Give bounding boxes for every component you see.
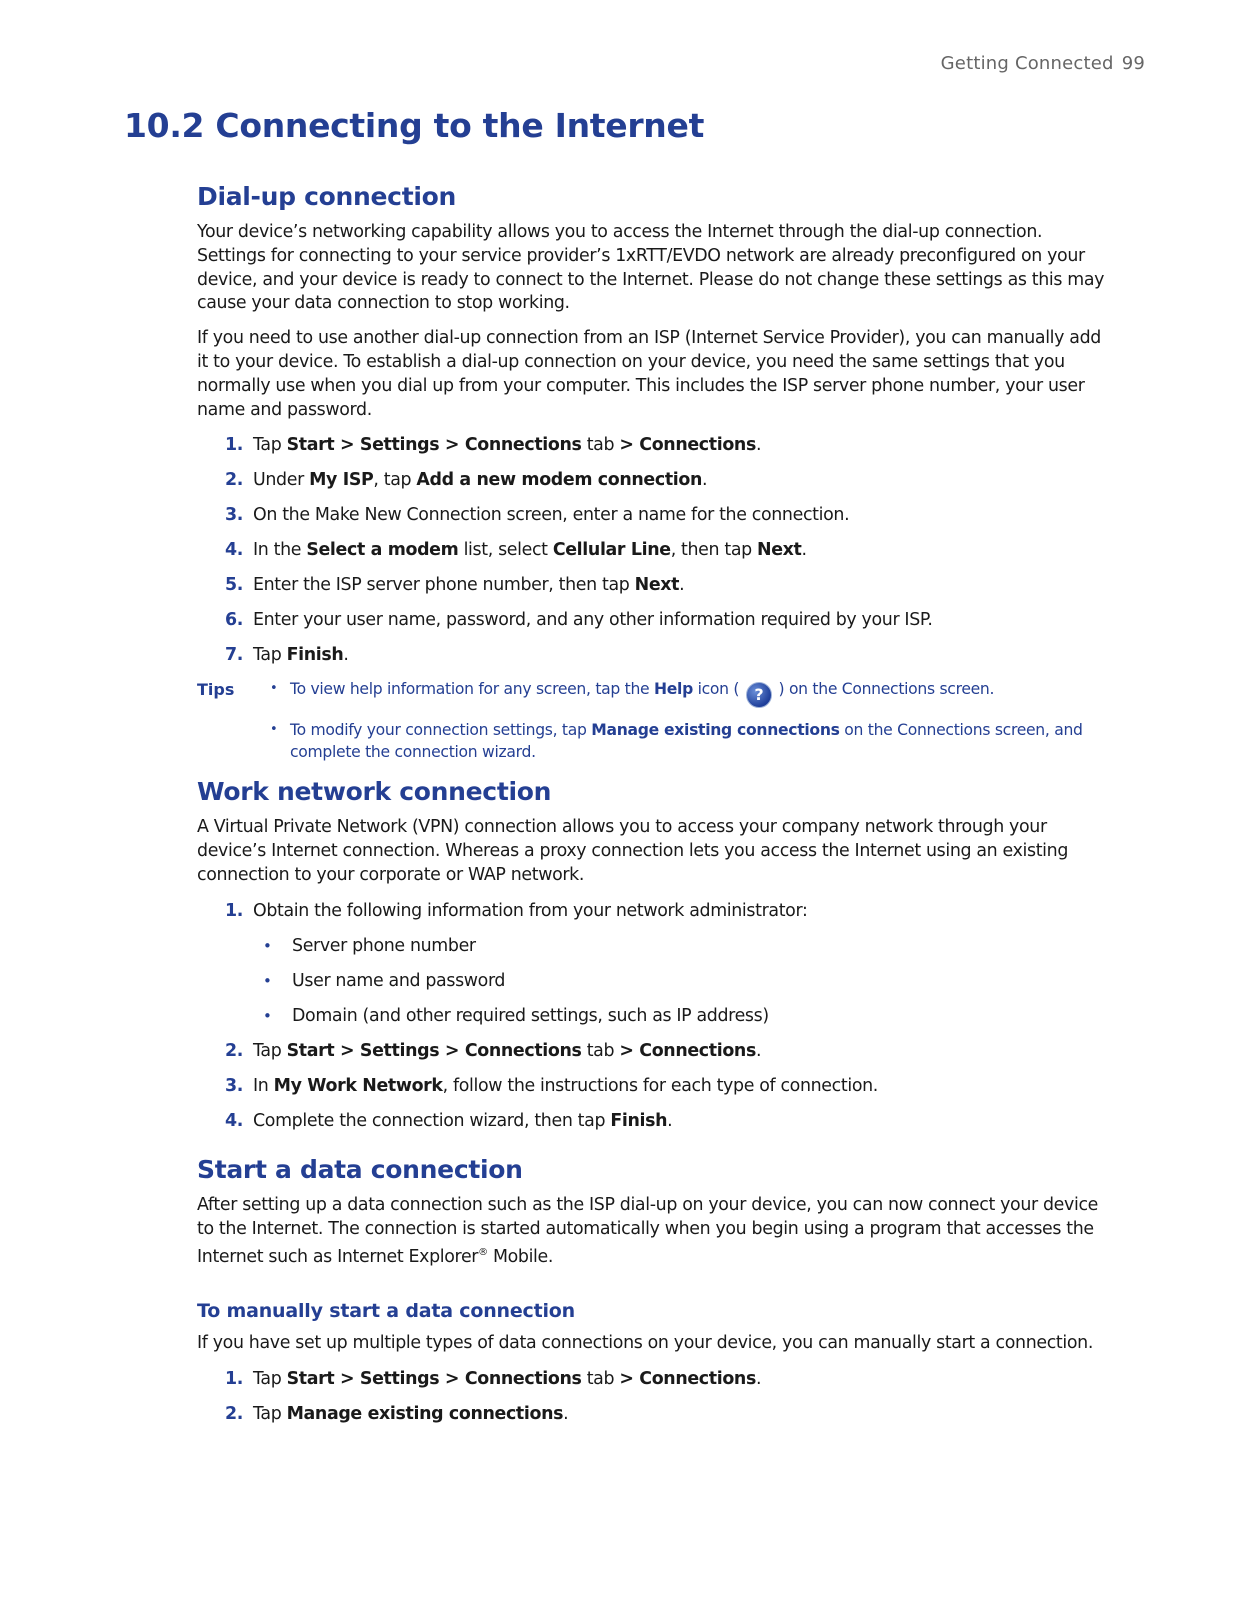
step-number: 3. (225, 1075, 244, 1096)
work-info-list (197, 934, 1112, 1028)
step-number: 1. (225, 1368, 244, 1389)
dialup-step: 6. Enter your user name, password, and any other information required by your ISP. (225, 610, 933, 631)
tip-item: • To modify your connection settings, tap Manage existing connections on the Connections screen, and complete the connection wizard. (270, 721, 1083, 762)
step-number: 1. (225, 435, 244, 456)
dialup-step: 1. Tap Start > Settings > Connections tab > Connections. (225, 435, 762, 456)
work-step: 2. Tap Start > Settings > Connections tab > Connections. (225, 1040, 762, 1061)
heading-dialup: Dial-up connection (197, 182, 456, 211)
tips-label: Tips (197, 680, 235, 700)
tips-block (197, 678, 1112, 763)
dialup-step: 2. Under My ISP, tap Add a new modem connection. (225, 470, 708, 491)
step-number: 2. (225, 470, 244, 491)
start-steps (197, 1367, 1112, 1426)
bullet-icon: • (263, 971, 272, 990)
work-steps-continued (197, 1039, 1112, 1133)
dialup-step: 7. Tap Finish. (225, 645, 349, 666)
work-steps (197, 899, 1112, 923)
step-number: 7. (225, 645, 244, 666)
heading-work-network: Work network connection (197, 777, 552, 807)
work-step: 4. Complete the connection wizard, then tap Finish. (225, 1110, 673, 1131)
start-step: 2. Tap Manage existing connections. (225, 1403, 569, 1424)
page-number: 99 (1121, 53, 1145, 74)
running-header-title: Getting Connected (940, 53, 1114, 74)
start-paragraph-2: If you have set up multiple types of data connections on your device, you can manually start a connection. (197, 1332, 1094, 1353)
start-paragraph-1: After setting up a data connection such as the ISP dial-up on your device, you can now connect your device to the Internet. The connection is started automatically when you begin using a program that accesses the Internet such as Internet Explorer® Mobile. (197, 1194, 1099, 1268)
bullet-icon: • (270, 681, 278, 697)
step-number: 6. (225, 610, 244, 631)
bullet-icon: • (263, 1006, 272, 1025)
step-number: 5. (225, 575, 244, 596)
help-question-icon: ? (746, 682, 772, 708)
step-number: 3. (225, 505, 244, 526)
dialup-paragraph-2: If you need to use another dial-up connection from an ISP (Internet Service Provider), you can manually add it to your device. To establish a dial-up connection on your device, you need the same settings that you normally use when you dial up from your computer. This includes the ISP server phone number, your user name and password. (197, 328, 1101, 420)
work-step: 3. In My Work Network, follow the instructions for each type of connection. (225, 1075, 878, 1096)
list-item: • Server phone number (263, 935, 476, 956)
chapter-title: 10.2 Connecting to the Internet (124, 106, 705, 145)
step-number: 4. (225, 540, 244, 561)
work-step: 1. Obtain the following information from your network administrator: (225, 900, 808, 921)
dialup-step: 5. Enter the ISP server phone number, then tap Next. (225, 575, 685, 596)
dialup-step: 3. On the Make New Connection screen, enter a name for the connection. (225, 505, 850, 526)
page-content (197, 180, 1112, 1426)
bullet-icon: • (270, 722, 278, 738)
list-item: • User name and password (263, 970, 506, 991)
step-number: 2. (225, 1403, 244, 1424)
step-number: 1. (225, 900, 244, 921)
heading-start-data-connection: Start a data connection (197, 1154, 523, 1184)
dialup-steps (197, 433, 1112, 667)
running-header (941, 53, 1145, 74)
tip-item: • To view help information for any screen, tap the Help icon ( ? ) on the Connections screen. (197, 678, 1112, 708)
dialup-step: 4. In the Select a modem list, select Cellular Line, then tap Next. (225, 540, 807, 561)
subheading-manual-start: To manually start a data connection (197, 1299, 575, 1322)
work-paragraph-1: A Virtual Private Network (VPN) connection allows you to access your company network through your device’s Internet connection. Whereas a proxy connection lets you access the Internet using an existing connection to your corporate or WAP network. (197, 817, 1069, 885)
list-item: • Domain (and other required settings, such as IP address) (263, 1005, 769, 1026)
dialup-paragraph-1: Your device’s networking capability allows you to access the Internet through the dial-up connection. Settings for connecting to your service provider’s 1xRTT/EVDO network are already preconfigured on your device, and your device is ready to connect to the Internet. Please do not change these settings as this may cause your data connection to stop working. (197, 222, 1105, 314)
start-step: 1. Tap Start > Settings > Connections tab > Connections. (225, 1368, 762, 1389)
step-number: 4. (225, 1110, 244, 1131)
bullet-icon: • (263, 936, 272, 955)
step-number: 2. (225, 1040, 244, 1061)
